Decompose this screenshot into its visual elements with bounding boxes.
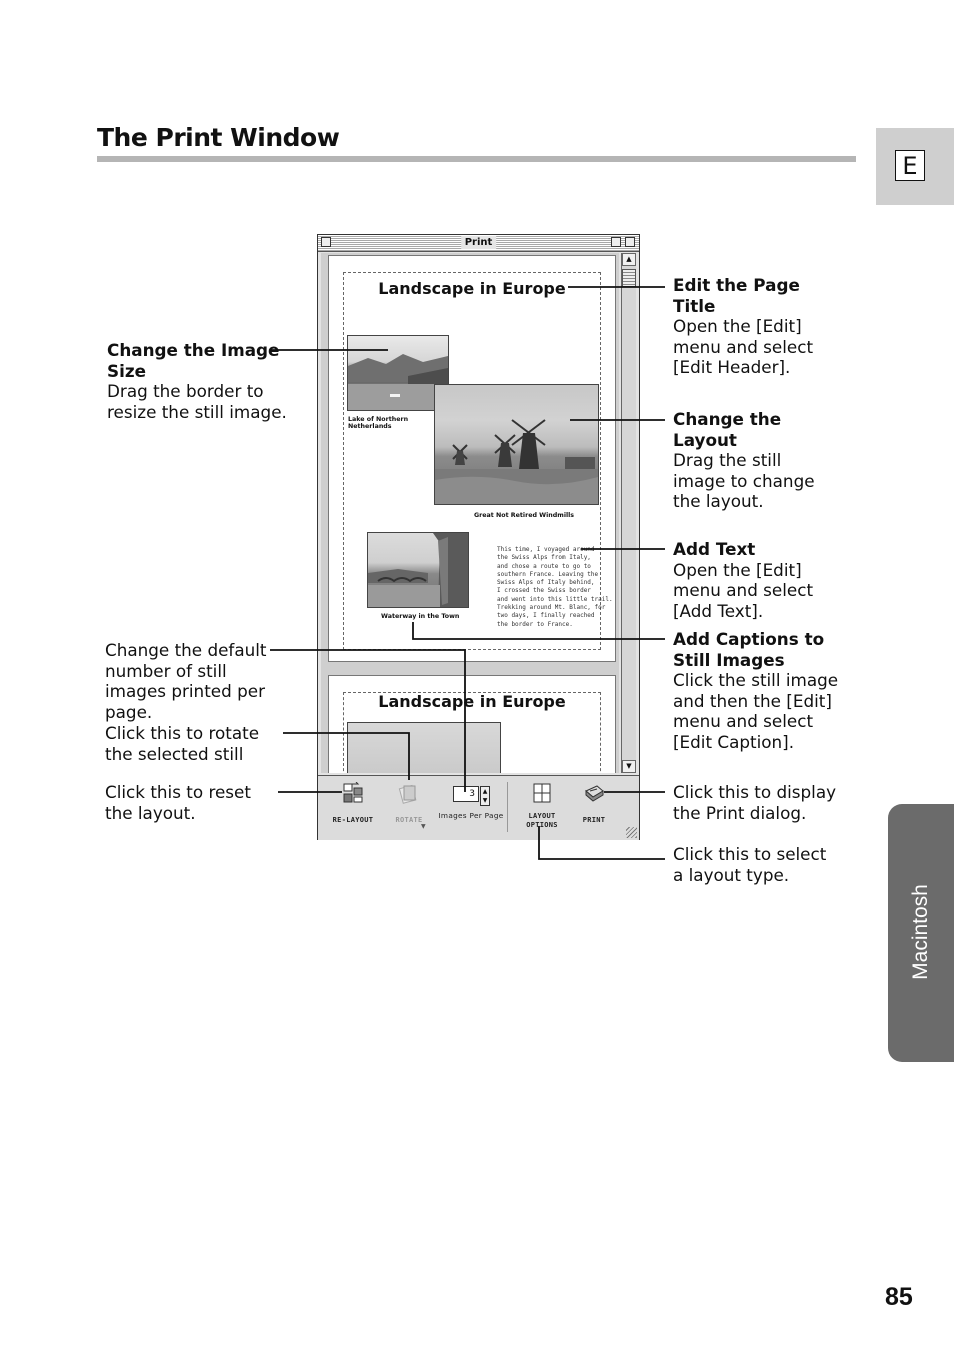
annotation-add-text-body: Open the [Edit] menu and select [Add Text]. bbox=[673, 559, 814, 621]
annotation-captions bbox=[673, 629, 853, 753]
annotation-page-title bbox=[673, 275, 843, 378]
layout-options-label-2: OPTIONS bbox=[526, 821, 558, 829]
annotation-captions-title: Add Captions to Still Images bbox=[673, 629, 825, 670]
layout-options-label-1: LAYOUT bbox=[528, 812, 556, 820]
annotation-layout-type: Click this to select a layout type. bbox=[673, 844, 827, 885]
annotation-captions-body: Click the still image and then the [Edit] menu and select [Edit Caption]. bbox=[673, 670, 839, 752]
annotation-image-size-body: Drag the border to resize the still image. bbox=[107, 381, 287, 422]
annotation-page-title-title: Edit the Page Title bbox=[673, 275, 800, 316]
annotation-default-number: Change the default number of still images printed per page. bbox=[105, 640, 267, 722]
annotation-add-text bbox=[673, 539, 833, 621]
section-tab-letter: E bbox=[895, 150, 925, 181]
annotation-layout-body: Drag the still image to change the layout. bbox=[673, 450, 815, 512]
added-text-block[interactable]: This time, I voyaged around the Swiss Alps from Italy, and chose a route to go to southern France. Leaving the Swiss Alps of Italy behind, I crossed the Swiss border and went into this little trail. Trekking around Mt. Blanc, for two days, I finally reached the border to France. bbox=[497, 546, 613, 628]
rotate-label: ROTATE bbox=[395, 816, 423, 824]
rotate-dropdown-arrow-icon[interactable]: ▼ bbox=[421, 823, 426, 830]
page-number: 85 bbox=[885, 1283, 913, 1311]
print-label: PRINT bbox=[582, 816, 606, 824]
annotation-reset: Click this to reset the layout. bbox=[105, 782, 251, 823]
annotation-add-text-title: Add Text bbox=[673, 539, 756, 559]
window-title: Print bbox=[461, 236, 497, 249]
annotation-print-dialog: Click this to display the Print dialog. bbox=[673, 782, 837, 823]
annotation-layout-title: Change the Layout bbox=[673, 409, 782, 450]
annotation-image-size-title: Change the Image Size bbox=[107, 340, 280, 381]
macintosh-tab-label: Macintosh bbox=[909, 884, 932, 980]
annotation-image-size bbox=[107, 340, 287, 422]
scroll-down-arrow-icon[interactable]: ▼ bbox=[622, 760, 636, 773]
relayout-label: RE-LAYOUT bbox=[332, 816, 374, 824]
page-title-header[interactable]: Landscape in Europe bbox=[378, 279, 566, 298]
images-per-page-input[interactable]: 3 bbox=[453, 786, 479, 802]
caption-windmills[interactable]: Great Not Retired Windmills bbox=[474, 512, 575, 519]
images-per-page-stepper[interactable]: ▲ ▼ bbox=[480, 786, 490, 806]
page-title-header-2[interactable]: Landscape in Europe bbox=[378, 692, 566, 711]
page-title: The Print Window bbox=[97, 123, 340, 152]
caption-lake[interactable]: Lake of Northern Netherlands bbox=[348, 416, 409, 430]
annotation-layout bbox=[673, 409, 833, 512]
annotation-rotate: Click this to rotate the selected still bbox=[105, 723, 260, 764]
annotation-page-title-body: Open the [Edit] menu and select [Edit Header]. bbox=[673, 316, 814, 378]
images-per-page-label: Images Per Page bbox=[438, 811, 504, 820]
caption-waterway[interactable]: Waterway in the Town bbox=[381, 613, 460, 620]
scroll-up-arrow-icon[interactable]: ▲ bbox=[622, 253, 636, 266]
